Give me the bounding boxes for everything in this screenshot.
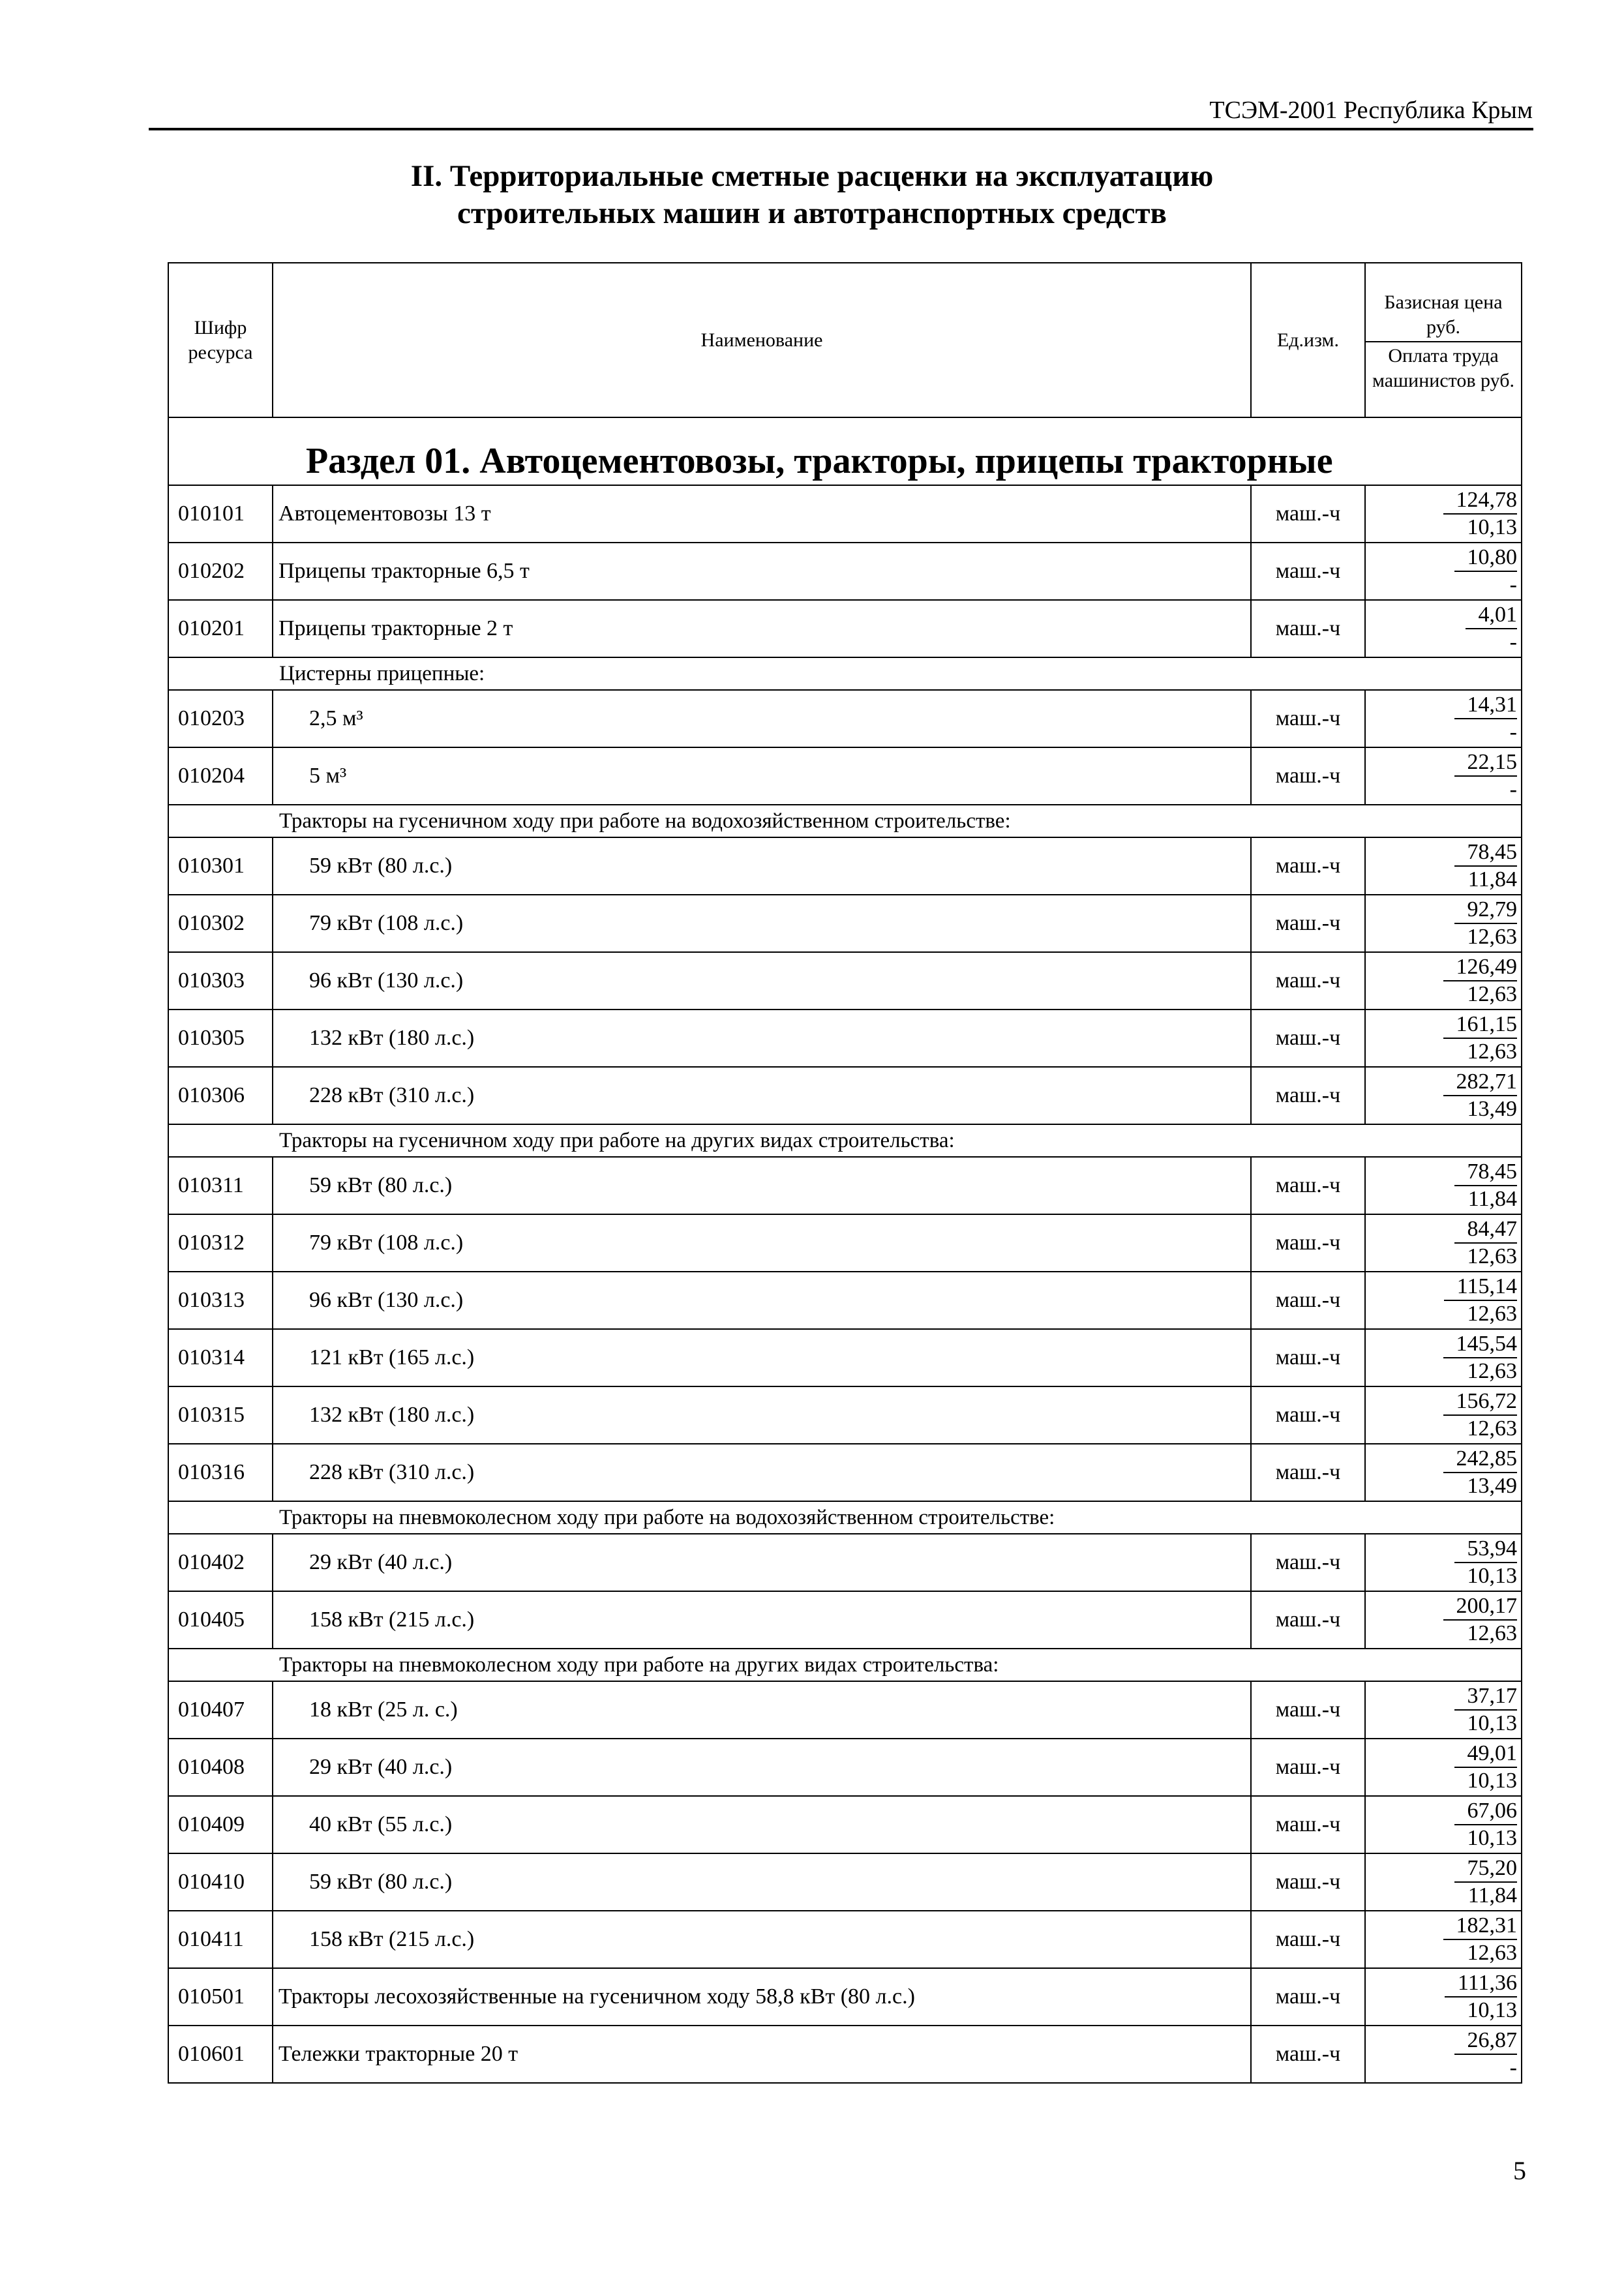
operator-wage: - — [1509, 630, 1517, 654]
table-row — [168, 1853, 1522, 1911]
table-row — [168, 1591, 1522, 1649]
base-price: 161,15 — [1443, 1011, 1518, 1039]
operator-wage: 10,13 — [1467, 1564, 1517, 1588]
operator-wage: 12,63 — [1467, 1244, 1517, 1268]
price-cell — [1365, 952, 1522, 1010]
unit-of-measure: маш.-ч — [1251, 1010, 1365, 1067]
price-cell — [1365, 1968, 1522, 2026]
price-cell — [1365, 1681, 1522, 1739]
resource-name: Автоцементовозы 13 т — [273, 485, 1251, 543]
price-cell — [1365, 543, 1522, 600]
base-price: 242,85 — [1443, 1446, 1518, 1473]
price-cell — [1365, 1010, 1522, 1067]
group-header-row — [168, 657, 1522, 690]
base-price: 75,20 — [1454, 1855, 1518, 1883]
resource-name: 18 кВт (25 л. с.) — [273, 1681, 1251, 1739]
table-row — [168, 1386, 1522, 1444]
price-cell — [1365, 1067, 1522, 1124]
resource-code: 010407 — [168, 1681, 273, 1739]
column-header-code: Шифр ресурса — [168, 263, 273, 417]
price-cell — [1365, 1214, 1522, 1272]
unit-of-measure: маш.-ч — [1251, 1444, 1365, 1501]
price-cell — [1365, 600, 1522, 657]
resource-name: 2,5 м³ — [273, 690, 1251, 747]
operator-wage: 12,63 — [1467, 1621, 1517, 1645]
price-cell — [1365, 747, 1522, 805]
resource-name: 59 кВт (80 л.с.) — [273, 837, 1251, 895]
base-price: 37,17 — [1454, 1683, 1518, 1711]
resource-code: 010408 — [168, 1739, 273, 1796]
resource-name: 59 кВт (80 л.с.) — [273, 1157, 1251, 1214]
column-header-unit: Ед.изм. — [1251, 263, 1365, 417]
unit-of-measure: маш.-ч — [1251, 837, 1365, 895]
table-row — [168, 747, 1522, 805]
base-price: 26,87 — [1454, 2027, 1518, 2055]
resource-code: 010204 — [168, 747, 273, 805]
group-label: Тракторы на пневмоколесном ходу при работе на водохозяйственном строительстве: — [168, 1501, 1522, 1534]
resource-code: 010409 — [168, 1796, 273, 1853]
group-label: Тракторы на гусеничном ходу при работе на водохозяйственном строительстве: — [168, 805, 1522, 837]
title-line-1: II. Территориальные сметные расценки на эксплуатацию — [410, 159, 1214, 193]
group-label: Тракторы на гусеничном ходу при работе на других видах строительства: — [168, 1124, 1522, 1157]
operator-wage: - — [1509, 573, 1517, 597]
base-price: 10,80 — [1454, 545, 1518, 572]
operator-wage: 11,84 — [1467, 1883, 1517, 1908]
table-row — [168, 1214, 1522, 1272]
resource-code: 010501 — [168, 1968, 273, 2026]
resource-code: 010410 — [168, 1853, 273, 1911]
resource-name: 132 кВт (180 л.с.) — [273, 1386, 1251, 1444]
table-row — [168, 1911, 1522, 1968]
resource-code: 010405 — [168, 1591, 273, 1649]
table-row — [168, 1157, 1522, 1214]
unit-of-measure: маш.-ч — [1251, 1739, 1365, 1796]
base-price: 78,45 — [1454, 1159, 1518, 1186]
unit-of-measure: маш.-ч — [1251, 1911, 1365, 1968]
base-price: 145,54 — [1443, 1331, 1518, 1358]
resource-code: 010301 — [168, 837, 273, 895]
table-row — [168, 543, 1522, 600]
table-row — [168, 2026, 1522, 2083]
resource-name: 79 кВт (108 л.с.) — [273, 1214, 1251, 1272]
table-body — [168, 417, 1522, 2083]
resource-name: 29 кВт (40 л.с.) — [273, 1534, 1251, 1591]
resource-name: 40 кВт (55 л.с.) — [273, 1796, 1251, 1853]
price-cell — [1365, 2026, 1522, 2083]
base-price: 126,49 — [1443, 954, 1518, 981]
resource-code: 010312 — [168, 1214, 273, 1272]
title-line-2: строительных машин и автотранспортных средств — [457, 196, 1167, 230]
operator-wage: - — [1509, 2056, 1517, 2080]
resource-name: 79 кВт (108 л.с.) — [273, 895, 1251, 952]
resource-name: Прицепы тракторные 2 т — [273, 600, 1251, 657]
resource-code: 010203 — [168, 690, 273, 747]
group-label: Тракторы на пневмоколесном ходу при работе на других видах строительства: — [168, 1649, 1522, 1681]
resource-code: 010202 — [168, 543, 273, 600]
base-price: 84,47 — [1454, 1216, 1518, 1244]
header-rule — [149, 128, 1533, 130]
base-price: 92,79 — [1454, 897, 1518, 924]
price-cell — [1365, 837, 1522, 895]
resource-code: 010101 — [168, 485, 273, 543]
resource-name: 59 кВт (80 л.с.) — [273, 1853, 1251, 1911]
operator-wage: 10,13 — [1467, 1998, 1517, 2022]
operator-wage: 11,84 — [1467, 1187, 1517, 1211]
resource-name: Тележки тракторные 20 т — [273, 2026, 1251, 2083]
unit-of-measure: маш.-ч — [1251, 543, 1365, 600]
table-row — [168, 1067, 1522, 1124]
group-header-row — [168, 1649, 1522, 1681]
table-row — [168, 600, 1522, 657]
table-row — [168, 1010, 1522, 1067]
operator-wage: 12,63 — [1467, 1941, 1517, 1965]
column-header-base-price: Базисная цена руб. — [1365, 263, 1522, 342]
base-price: 78,45 — [1454, 839, 1518, 867]
unit-of-measure: маш.-ч — [1251, 1157, 1365, 1214]
unit-of-measure: маш.-ч — [1251, 1853, 1365, 1911]
group-header-row — [168, 805, 1522, 837]
unit-of-measure: маш.-ч — [1251, 895, 1365, 952]
price-cell — [1365, 485, 1522, 543]
resource-code: 010601 — [168, 2026, 273, 2083]
operator-wage: - — [1509, 720, 1517, 744]
resource-name: 121 кВт (165 л.с.) — [273, 1329, 1251, 1386]
group-header-row — [168, 1124, 1522, 1157]
operator-wage: 13,49 — [1467, 1097, 1517, 1121]
unit-of-measure: маш.-ч — [1251, 1591, 1365, 1649]
resource-code: 010303 — [168, 952, 273, 1010]
table-row — [168, 895, 1522, 952]
page-title — [0, 158, 1624, 232]
resource-name: 228 кВт (310 л.с.) — [273, 1444, 1251, 1501]
group-label: Цистерны прицепные: — [168, 657, 1522, 690]
operator-wage: 12,63 — [1467, 925, 1517, 949]
base-price: 49,01 — [1454, 1741, 1518, 1768]
operator-wage: 12,63 — [1467, 1359, 1517, 1383]
resource-code: 010311 — [168, 1157, 273, 1214]
page-number: 5 — [1513, 2156, 1526, 2185]
base-price: 124,78 — [1443, 487, 1518, 515]
unit-of-measure: маш.-ч — [1251, 1329, 1365, 1386]
rates-table — [168, 262, 1522, 2084]
resource-name: 96 кВт (130 л.с.) — [273, 952, 1251, 1010]
price-cell — [1365, 1444, 1522, 1501]
price-cell — [1365, 1796, 1522, 1853]
table-row — [168, 1968, 1522, 2026]
resource-name: 5 м³ — [273, 747, 1251, 805]
resource-code: 010314 — [168, 1329, 273, 1386]
price-cell — [1365, 1853, 1522, 1911]
operator-wage: 12,63 — [1467, 982, 1517, 1006]
section-title: Раздел 01. Автоцементовозы, тракторы, прицепы тракторные — [168, 417, 1522, 485]
price-cell — [1365, 1157, 1522, 1214]
operator-wage: 13,49 — [1467, 1474, 1517, 1498]
column-header-operator-wage: Оплата труда машинистов руб. — [1365, 342, 1522, 417]
table-row — [168, 1444, 1522, 1501]
operator-wage: 10,13 — [1467, 1826, 1517, 1850]
base-price: 115,14 — [1444, 1274, 1517, 1301]
table-row — [168, 952, 1522, 1010]
unit-of-measure: маш.-ч — [1251, 1796, 1365, 1853]
base-price: 53,94 — [1454, 1536, 1518, 1563]
table-row — [168, 837, 1522, 895]
base-price: 4,01 — [1466, 602, 1518, 629]
operator-wage: - — [1509, 777, 1517, 801]
resource-name: 96 кВт (130 л.с.) — [273, 1272, 1251, 1329]
base-price: 14,31 — [1454, 692, 1518, 719]
unit-of-measure: маш.-ч — [1251, 747, 1365, 805]
price-cell — [1365, 1739, 1522, 1796]
base-price: 156,72 — [1443, 1388, 1518, 1416]
unit-of-measure: маш.-ч — [1251, 485, 1365, 543]
table-row — [168, 1329, 1522, 1386]
operator-wage: 10,13 — [1467, 1769, 1517, 1793]
price-cell — [1365, 690, 1522, 747]
base-price: 67,06 — [1454, 1798, 1518, 1825]
operator-wage: 10,13 — [1467, 515, 1517, 539]
resource-code: 010411 — [168, 1911, 273, 1968]
price-cell — [1365, 1272, 1522, 1329]
operator-wage: 10,13 — [1467, 1711, 1517, 1735]
resource-code: 010313 — [168, 1272, 273, 1329]
base-price: 111,36 — [1445, 1970, 1517, 1997]
unit-of-measure: маш.-ч — [1251, 1272, 1365, 1329]
base-price: 182,31 — [1443, 1913, 1518, 1940]
operator-wage: 12,63 — [1467, 1302, 1517, 1326]
unit-of-measure: маш.-ч — [1251, 690, 1365, 747]
unit-of-measure: маш.-ч — [1251, 1968, 1365, 2026]
resource-name: 29 кВт (40 л.с.) — [273, 1739, 1251, 1796]
resource-name: Тракторы лесохозяйственные на гусеничном ходу 58,8 кВт (80 л.с.) — [273, 1968, 1251, 2026]
resource-name: 158 кВт (215 л.с.) — [273, 1591, 1251, 1649]
table-row — [168, 1796, 1522, 1853]
resource-code: 010302 — [168, 895, 273, 952]
operator-wage: 12,63 — [1467, 1040, 1517, 1064]
unit-of-measure: маш.-ч — [1251, 2026, 1365, 2083]
base-price: 200,17 — [1443, 1593, 1518, 1621]
table-row — [168, 1272, 1522, 1329]
table-row — [168, 690, 1522, 747]
unit-of-measure: маш.-ч — [1251, 1681, 1365, 1739]
resource-name: 132 кВт (180 л.с.) — [273, 1010, 1251, 1067]
operator-wage: 12,63 — [1467, 1416, 1517, 1441]
resource-name: 158 кВт (215 л.с.) — [273, 1911, 1251, 1968]
table-row — [168, 1739, 1522, 1796]
table-row — [168, 1534, 1522, 1591]
unit-of-measure: маш.-ч — [1251, 1534, 1365, 1591]
resource-name: 228 кВт (310 л.с.) — [273, 1067, 1251, 1124]
price-cell — [1365, 1591, 1522, 1649]
resource-code: 010306 — [168, 1067, 273, 1124]
document-header: ТСЭМ-2001 Республика Крым — [1209, 97, 1533, 124]
resource-code: 010316 — [168, 1444, 273, 1501]
price-cell — [1365, 1911, 1522, 1968]
price-cell — [1365, 1386, 1522, 1444]
price-cell — [1365, 1329, 1522, 1386]
base-price: 282,71 — [1443, 1069, 1518, 1096]
unit-of-measure: маш.-ч — [1251, 952, 1365, 1010]
resource-code: 010305 — [168, 1010, 273, 1067]
price-cell — [1365, 1534, 1522, 1591]
unit-of-measure: маш.-ч — [1251, 1067, 1365, 1124]
price-cell — [1365, 895, 1522, 952]
column-header-name: Наименование — [273, 263, 1251, 417]
unit-of-measure: маш.-ч — [1251, 1386, 1365, 1444]
unit-of-measure: маш.-ч — [1251, 1214, 1365, 1272]
resource-code: 010315 — [168, 1386, 273, 1444]
resource-name: Прицепы тракторные 6,5 т — [273, 543, 1251, 600]
group-header-row — [168, 1501, 1522, 1534]
resource-code: 010402 — [168, 1534, 273, 1591]
operator-wage: 11,84 — [1467, 867, 1517, 891]
unit-of-measure: маш.-ч — [1251, 600, 1365, 657]
table-row — [168, 1681, 1522, 1739]
base-price: 22,15 — [1454, 749, 1518, 777]
table-row — [168, 485, 1522, 543]
resource-code: 010201 — [168, 600, 273, 657]
